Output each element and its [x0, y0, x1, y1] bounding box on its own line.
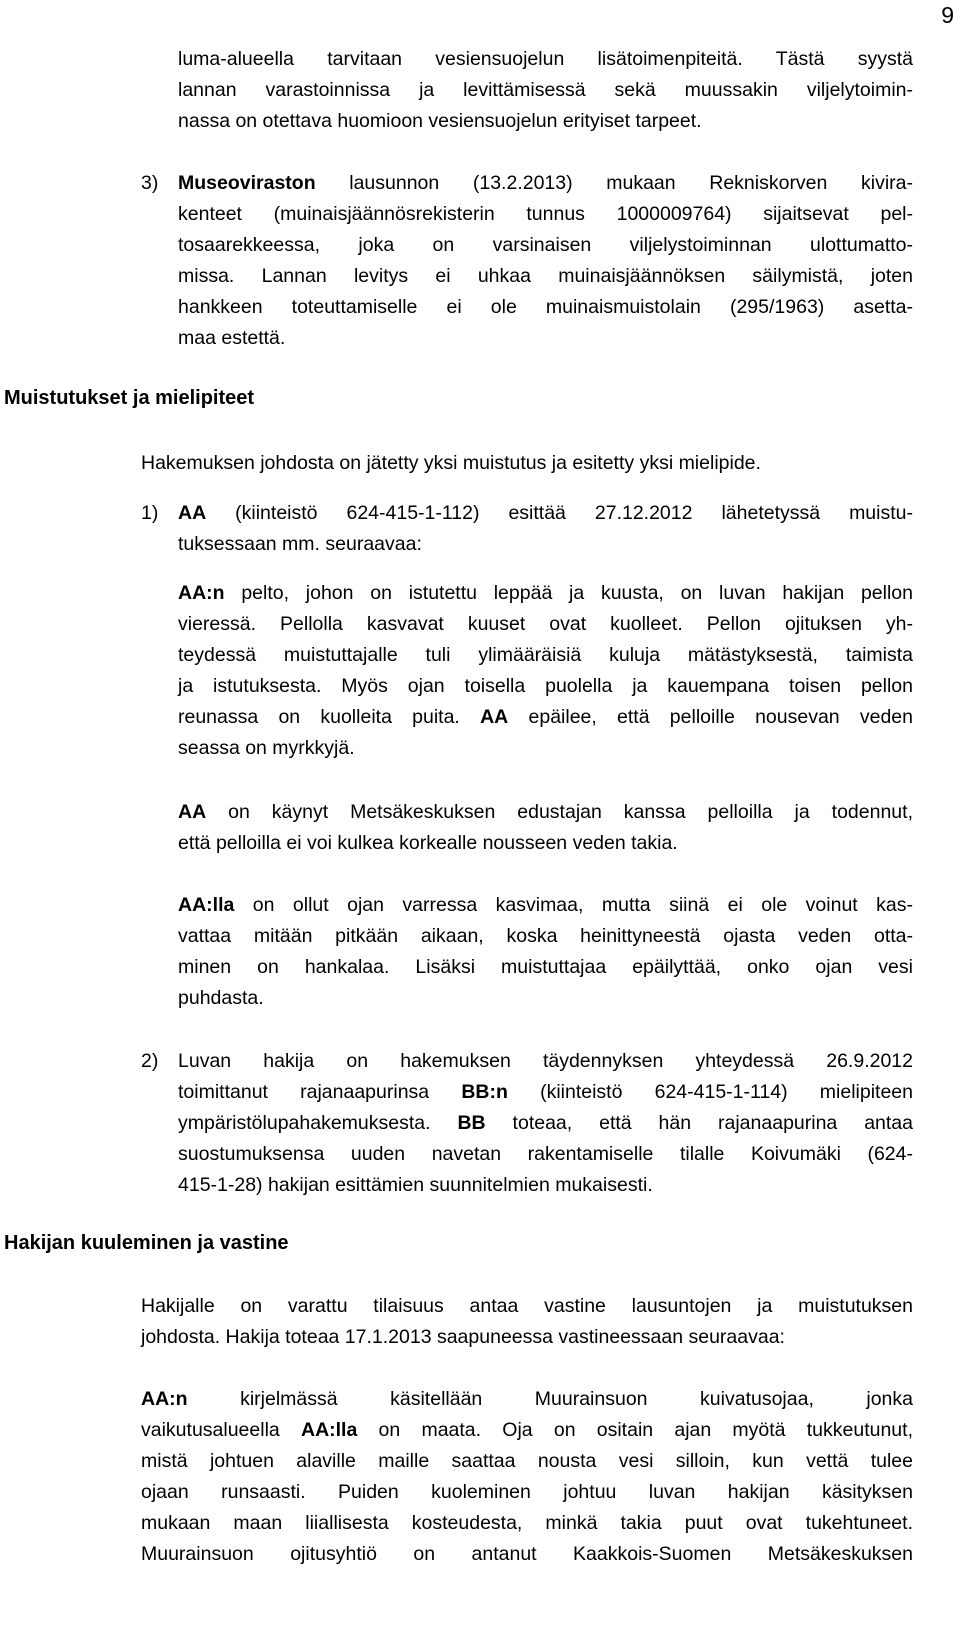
- bold-name: Museoviraston: [178, 172, 316, 194]
- text-line: ja istutuksesta. Myös ojan toisella puolella ja kauempana toisen pellon: [178, 675, 913, 697]
- text-line: johdosta. Hakija toteaa 17.1.2013 saapuneessa vastineessaan seuraavaa:: [141, 1326, 785, 1348]
- mielipide-paragraph: [178, 1046, 913, 1201]
- page-number: 9: [941, 2, 954, 28]
- text-line: lannan varastoinnissa ja levittämisessä sekä muussakin viljelytoimin-: [178, 79, 913, 101]
- text-line: vieressä. Pellolla kasvavat kuuset ovat kuolleet. Pellon ojituksen yh-: [178, 613, 913, 635]
- intro-paragraph: [178, 44, 913, 137]
- text-line: reunassa on kuolleita puita. AA epäilee, että pelloille nousevan veden: [178, 706, 913, 728]
- quote-paragraph-3: [178, 890, 913, 1014]
- text-line: AA:lla on ollut ojan varressa kasvimaa, mutta siinä ei ole voinut kas-: [178, 894, 913, 916]
- text-line: AA:n pelto, johon on istutettu leppää ja kuusta, on luvan hakijan pellon: [178, 582, 913, 604]
- text-line: toimittanut rajanaapurinsa BB:n (kiinteistö 624-415-1-114) mielipiteen: [178, 1081, 913, 1103]
- text-line: vattaa mitään pitkään aikaan, koska heinittyneestä ojasta veden otta-: [178, 925, 913, 947]
- text-line: maa estettä.: [178, 327, 286, 349]
- text-line: mukaan maan liiallisesta kosteudesta, minkä takia puut ovat tukehtuneet.: [141, 1512, 913, 1534]
- quote-paragraph-1: [178, 578, 913, 764]
- text-line: 415-1-28) hakijan esittämien suunnitelmien mukaisesti.: [178, 1174, 653, 1196]
- text-line: suostumuksensa uuden navetan rakentamiselle tilalle Koivumäki (624-: [178, 1143, 913, 1165]
- text-line: tuksessaan mm. seuraavaa:: [178, 533, 422, 555]
- text-line: nassa on otettava huomioon vesiensuojelun erityiset tarpeet.: [178, 110, 702, 132]
- text-line: tosaarekkeessa, joka on varsinaisen viljelystoiminnan ulottumatto-: [178, 234, 913, 256]
- text-line: Hakijalle on varattu tilaisuus antaa vastine lausuntojen ja muistutuksen: [141, 1295, 913, 1317]
- text-line: luma-alueella tarvitaan vesiensuojelun lisätoimenpiteitä. Tästä syystä: [178, 48, 913, 70]
- text-line: ojaan runsaasti. Puiden kuoleminen johtuu luvan hakijan käsityksen: [141, 1481, 913, 1503]
- vastine-paragraph: [141, 1384, 913, 1570]
- text-line: seassa on myrkkyjä.: [178, 737, 355, 759]
- text-line: Museoviraston lausunnon (13.2.2013) mukaan Rekniskorven kivira-: [178, 172, 913, 194]
- muistutus-paragraph: [178, 498, 913, 560]
- text-line: vaikutusalueella AA:lla on maata. Oja on ositain ajan myötä tukkeutunut,: [141, 1419, 913, 1441]
- quote-paragraph-2: [178, 797, 913, 859]
- text-line: AA:n kirjelmässä käsitellään Muurainsuon kuivatusojaa, jonka: [141, 1388, 913, 1410]
- section-heading: Hakijan kuuleminen ja vastine: [4, 1232, 289, 1254]
- list-number: 2): [141, 1050, 159, 1072]
- text-line: mistä johtuen alaville maille saattaa nousta vesi silloin, kun vettä tulee: [141, 1450, 913, 1472]
- text-line: AA (kiinteistö 624-415-1-112) esittää 27.12.2012 lähetetyssä muistu-: [178, 502, 913, 524]
- hakijalle-paragraph: [141, 1291, 913, 1353]
- text-line: Muurainsuon ojitusyhtiö on antanut Kaakkois-Suomen Metsäkeskuksen: [141, 1543, 913, 1565]
- text-line: että pelloilla ei voi kulkea korkealle nousseen veden takia.: [178, 832, 678, 854]
- text-line: AA on käynyt Metsäkeskuksen edustajan kanssa pelloilla ja todennut,: [178, 801, 913, 823]
- museovirasto-paragraph: [178, 168, 913, 354]
- text-line: Luvan hakija on hakemuksen täydennyksen yhteydessä 26.9.2012: [178, 1050, 913, 1072]
- list-number: 1): [141, 502, 159, 524]
- text-line: minen on hankalaa. Lisäksi muistuttajaa epäilyttää, onko ojan vesi: [178, 956, 913, 978]
- text-line: Hakemuksen johdosta on jätetty yksi muistutus ja esitetty yksi mielipide.: [141, 452, 761, 474]
- text-line: missa. Lannan levitys ei uhkaa muinaisjäännöksen säilymistä, joten: [178, 265, 913, 287]
- list-number: 3): [141, 172, 159, 194]
- text-line: ympäristölupahakemuksesta. BB toteaa, että hän rajanaapurina antaa: [178, 1112, 913, 1134]
- text-line: puhdasta.: [178, 987, 264, 1009]
- text-line: teydessä muistuttajalle tuli ylimääräisiä kuluja mätästyksestä, taimista: [178, 644, 913, 666]
- text-line: kenteet (muinaisjäännösrekisterin tunnus 1000009764) sijaitsevat pel-: [178, 203, 913, 225]
- section-heading: Muistutukset ja mielipiteet: [4, 387, 255, 409]
- text-line: hankkeen toteuttamiselle ei ole muinaismuistolain (295/1963) asetta-: [178, 296, 913, 318]
- hakemuksen-paragraph: [141, 448, 921, 479]
